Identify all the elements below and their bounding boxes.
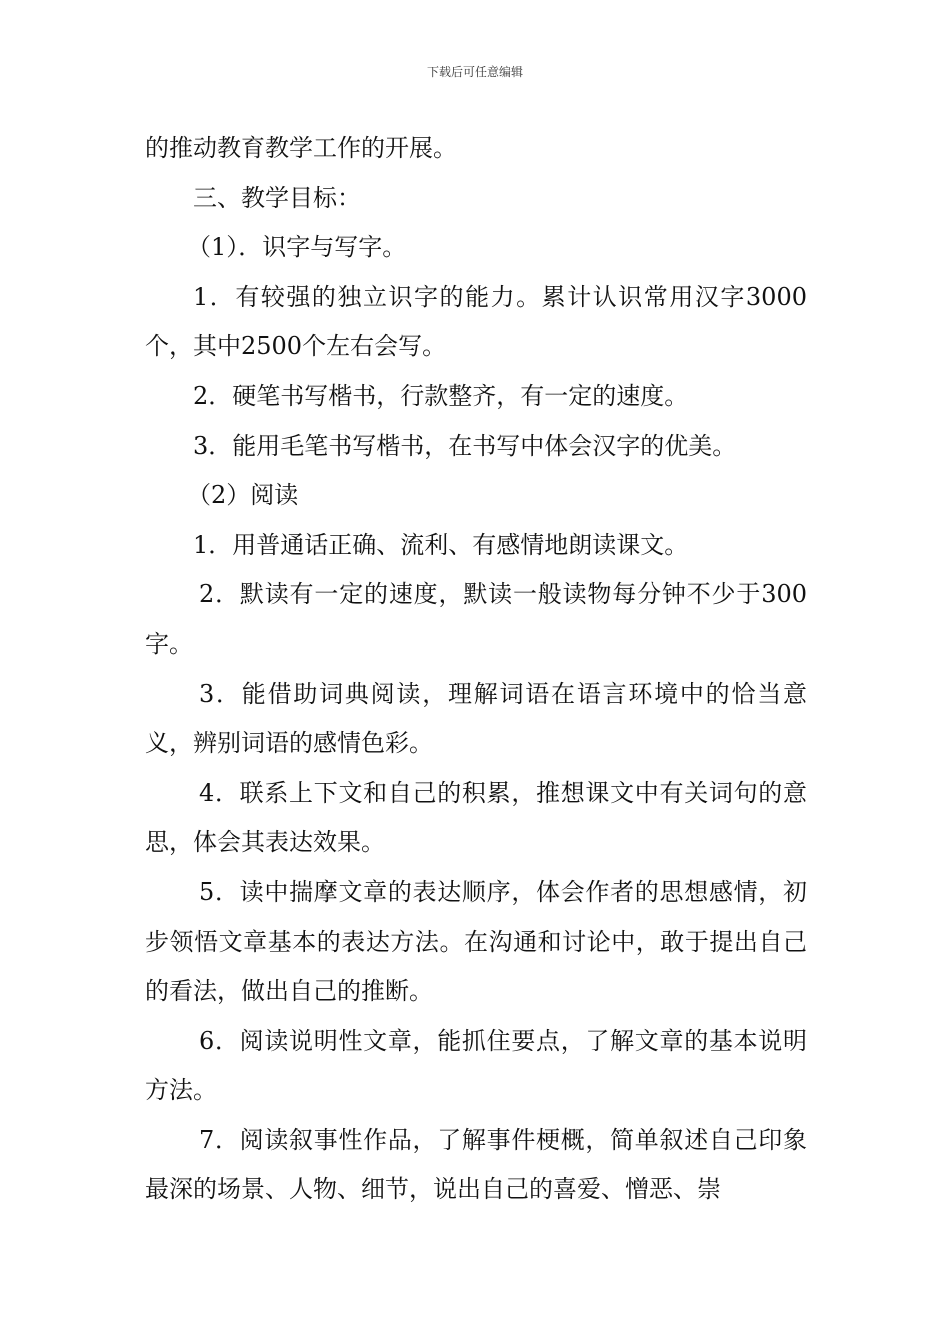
paragraph-reading-6: 6．阅读说明性文章，能抓住要点，了解文章的基本说明方法。 bbox=[145, 1026, 807, 1105]
paragraph-reading-2: 2．默读有一定的速度，默读一般读物每分钟不少于300字。 bbox=[145, 580, 807, 658]
paragraph-reading-4: 4．联系上下文和自己的积累，推想课文中有关词句的意思，体会其表达效果。 bbox=[145, 778, 807, 857]
paragraph-reading-1: 1．用普通话正确、流利、有感情地朗读课文。 bbox=[193, 530, 689, 559]
paragraph-continuation: 的推动教育教学工作的开展。 bbox=[145, 134, 457, 162]
section-heading-teaching-goals: 三、教学目标： bbox=[193, 183, 361, 212]
paragraph-literacy-1: 1．有较强的独立识字的能力。累计认识常用汉字3000个，其中2500个左右会写。 bbox=[145, 282, 807, 361]
paragraph-reading-5: 5．读中揣摩文章的表达顺序，体会作者的思想感情，初步领悟文章基本的表达方法。在沟通和讨论中，敢于提出自己的看法，做出自己的推断。 bbox=[145, 877, 807, 1006]
paragraph-reading-7: 7．阅读叙事性作品，了解事件梗概，简单叙述自己印象最深的场景、人物、细节，说出自己的喜爱、憎恶、崇 bbox=[145, 1125, 807, 1204]
paragraph-literacy-2: 2．硬笔书写楷书，行款整齐，有一定的速度。 bbox=[193, 381, 689, 410]
paragraph-reading-3: 3．能借助词典阅读，理解词语在语言环境中的恰当意义，辨别词语的感情色彩。 bbox=[145, 679, 807, 758]
subsection-heading-literacy: （1）．识字与写字。 bbox=[187, 233, 407, 262]
document-body bbox=[145, 124, 807, 1215]
subsection-heading-reading: （2）阅读 bbox=[187, 481, 299, 510]
page-header: 下载后可任意编辑 bbox=[426, 65, 523, 79]
paragraph-literacy-3: 3．能用毛笔书写楷书，在书写中体会汉字的优美。 bbox=[193, 431, 737, 460]
